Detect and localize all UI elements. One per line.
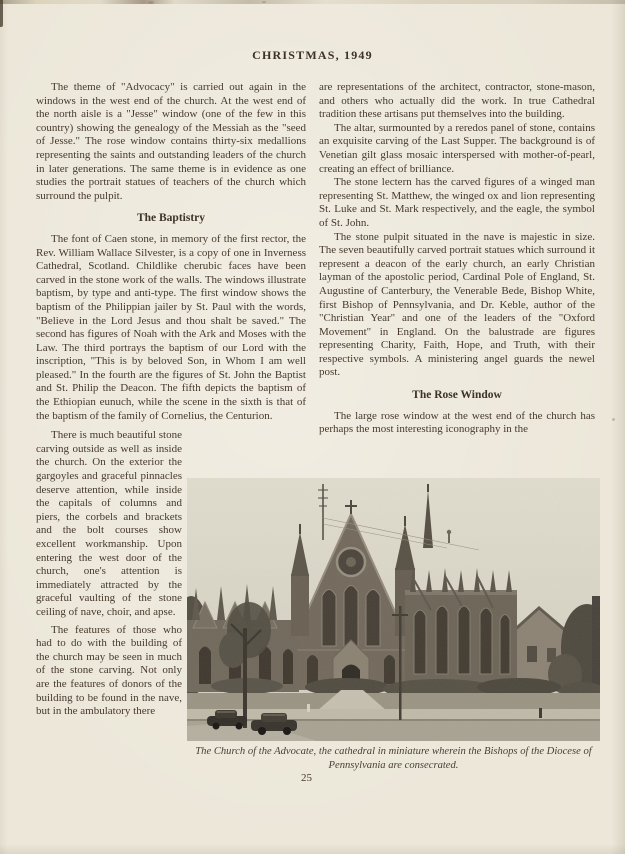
scan-speck (262, 1, 266, 3)
paragraph-altar: The altar, surmounted by a reredos panel of stone, contains an exquisite carving of the Last Supper. The background is of Venetian gilt glass mosaic interspersed with mother-of-pearl, creating an effect of brilliance. (319, 121, 595, 175)
right-column (319, 81, 595, 437)
paragraph-rose-window: The large rose window at the west end of the church has perhaps the most interesting iconography in the (319, 409, 595, 436)
page-header: CHRISTMAS, 1949 (252, 48, 373, 62)
section-heading-rose-window: The Rose Window (412, 389, 502, 402)
paragraph-artisans: are representations of the architect, contractor, stone-mason, and others who actually did the work. In true Cathedral tradition these artisans put themselves into the building. (319, 81, 595, 121)
paragraph-building-features: The features of those who had to do with the building of the church may be seen in much of the stone carving. Not only are the features of donors of the building to be found in the nave, but in the ambulatory there (36, 623, 182, 718)
page-number: 25 (301, 772, 312, 784)
scan-artifact-top-edge (0, 0, 625, 4)
photo-caption: The Church of the Advocate, the cathedral in miniature wherein the Bishops of the Diocese of Pennsylvania are consecrated. (195, 746, 592, 771)
paragraph-pulpit: The stone pulpit situated in the nave is majestic in size. The seven beautifully carved portrait statues which surround it represent a deacon of the early church, an early Christian layman of the apostolic period, Cardinal Pole of England, St. Augustine of Canterbury, the Venerable Bede, Bishop White, first Bishop of Pennsylvania, and Dr. Keble, author of the "Christian Year" and one of the leaders of the "Oxford Movement" in England. On the balustrade are figures representing Charity, Faith, Hope, and Truth, with their respective symbols. A ministering angel guards the newel post. (319, 230, 595, 379)
paragraph-lectern: The stone lectern has the carved figures of a winged man representing St. Matthew, the winged ox and lion representing St. Luke and St. Mark respectively, and the eagle, the symbol of St. John. (319, 176, 595, 229)
scan-speck (612, 418, 615, 421)
paragraph-stone-carving: There is much beautiful stone carving outside as well as inside the church. On the exterior the gargoyles and graceful pinnacles deserve attention, while inside the capitals of columns and piers, the corbels and brackets and the bolt courses show excellent workmanship. Upon entering the west door of the church, one's attention is immediately attracted by the graceful vaulting of the stone ceiling of nave, choir, and apse. (36, 429, 182, 618)
left-column-narrow (36, 429, 182, 718)
scan-speck (148, 1, 154, 4)
church-photo (187, 478, 600, 741)
paragraph-baptistry: The font of Caen stone, in memory of the first rector, the Rev. William Wallace Silvester, is a copy of one in Inverness Cathedral, Scotland. Childlike cherubic faces have been carved in the stone work of the walls. The windows illustrate baptism, by type and anti-type. The first window shows the baptism of the Philippian jailer by St. Paul with the words, "Believe in the Lord Jesus and thou shalt be saved." The second has figures of Noah with the Ark and Moses with the Law. The third portrays the baptism of our Lord with the inscription, "This is by beloved Son, in Whom I am well pleased." In the fourth are the figures of St. John the Baptist and St. Philip the Deacon. The fifth depicts the baptism of the Ethiopian eunuch, while the scene in the sixth is that of the baptism of the family of Cornelius, the Centurion. (36, 232, 306, 422)
scan-artifact-corner (0, 0, 3, 27)
paragraph-advocacy: The theme of "Advocacy" is carried out again in the windows in the west end of the church. At the west end of the north aisle is a "Jesse" window (one of the few in this country) showing the genealogy of the Messiah as the "seed of Jesse." The rose window contains thirty-six medallions representing the saints and outstanding leaders of the church in later generations. The same theme is in evidence as one studies the portrait statues of teachers of the church which surround the pulpit. (36, 81, 306, 202)
section-heading-baptistry: The Baptistry (136, 212, 206, 225)
